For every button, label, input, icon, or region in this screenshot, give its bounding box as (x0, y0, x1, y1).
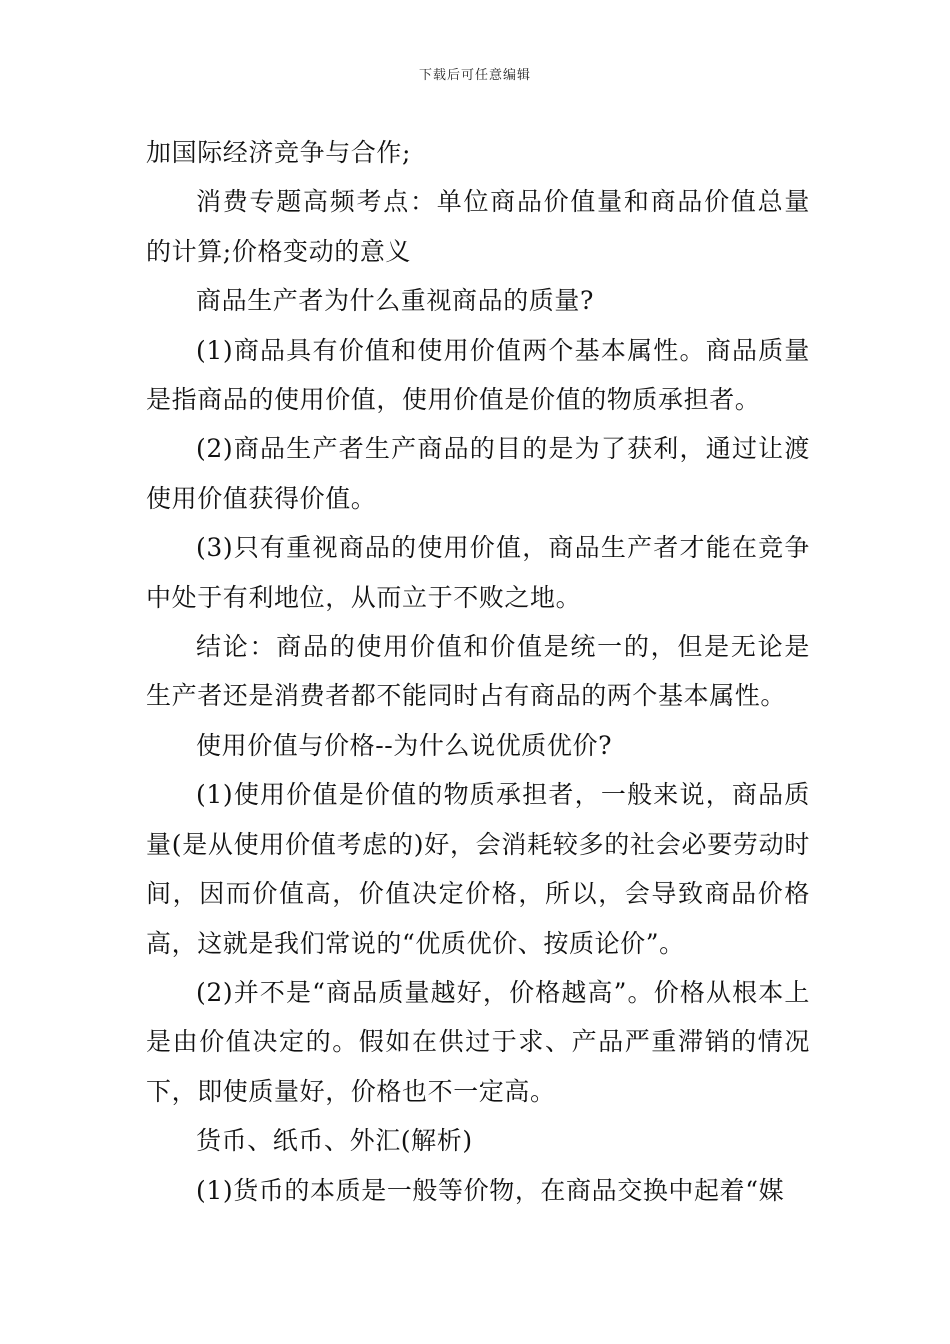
paragraph-5: (2)商品生产者生产商品的目的是为了获利，通过让渡使用价值获得价值。 (146, 434, 810, 513)
paragraph-12: (1)货币的本质是一般等价物，在商品交换中起着“媒 (196, 1175, 785, 1205)
paragraph-7: 结论：商品的使用价值和价值是统一的，但是无论是生产者还是消费者都不能同时占有商品的两个基本属性。 (146, 632, 810, 711)
paragraph-4: (1)商品具有价值和使用价值两个基本属性。商品质量是指商品的使用价值，使用价值是价值的物质承担者。 (146, 335, 810, 415)
paragraph-3: 商品生产者为什么重视商品的质量? (196, 286, 595, 316)
paragraph-2: 消费专题高频考点：单位商品价值量和商品价值总量的计算;价格变动的意义 (146, 187, 810, 266)
paragraph-10: (2)并不是“商品质量越好，价格越高”。价格从根本上是由价值决定的。假如在供过于求、产品严重滞销的情况下，即使质量好，价格也不一定高。 (146, 977, 810, 1106)
paragraph-1: 加国际经济竞争与合作; (146, 138, 412, 167)
paragraph-8: 使用价值与价格--为什么说优质优价? (196, 730, 613, 760)
paragraph-9: (1)使用价值是价值的物质承担者，一般来说，商品质量(是从使用价值考虑的)好，会消耗较多的社会必要劳动时间，因而价值高，价值决定价格，所以，会导致商品价格高，这就是我们常说的“优质优价、按质论价”。 (146, 780, 810, 958)
paragraph-11: 货币、纸币、外汇(解析) (196, 1126, 473, 1156)
paragraph-6: (3)只有重视商品的使用价值，商品生产者才能在竞争中处于有利地位，从而立于不败之地。 (146, 533, 810, 612)
document-body (146, 128, 810, 1215)
page-header: 下载后可任意编辑 (418, 68, 531, 83)
